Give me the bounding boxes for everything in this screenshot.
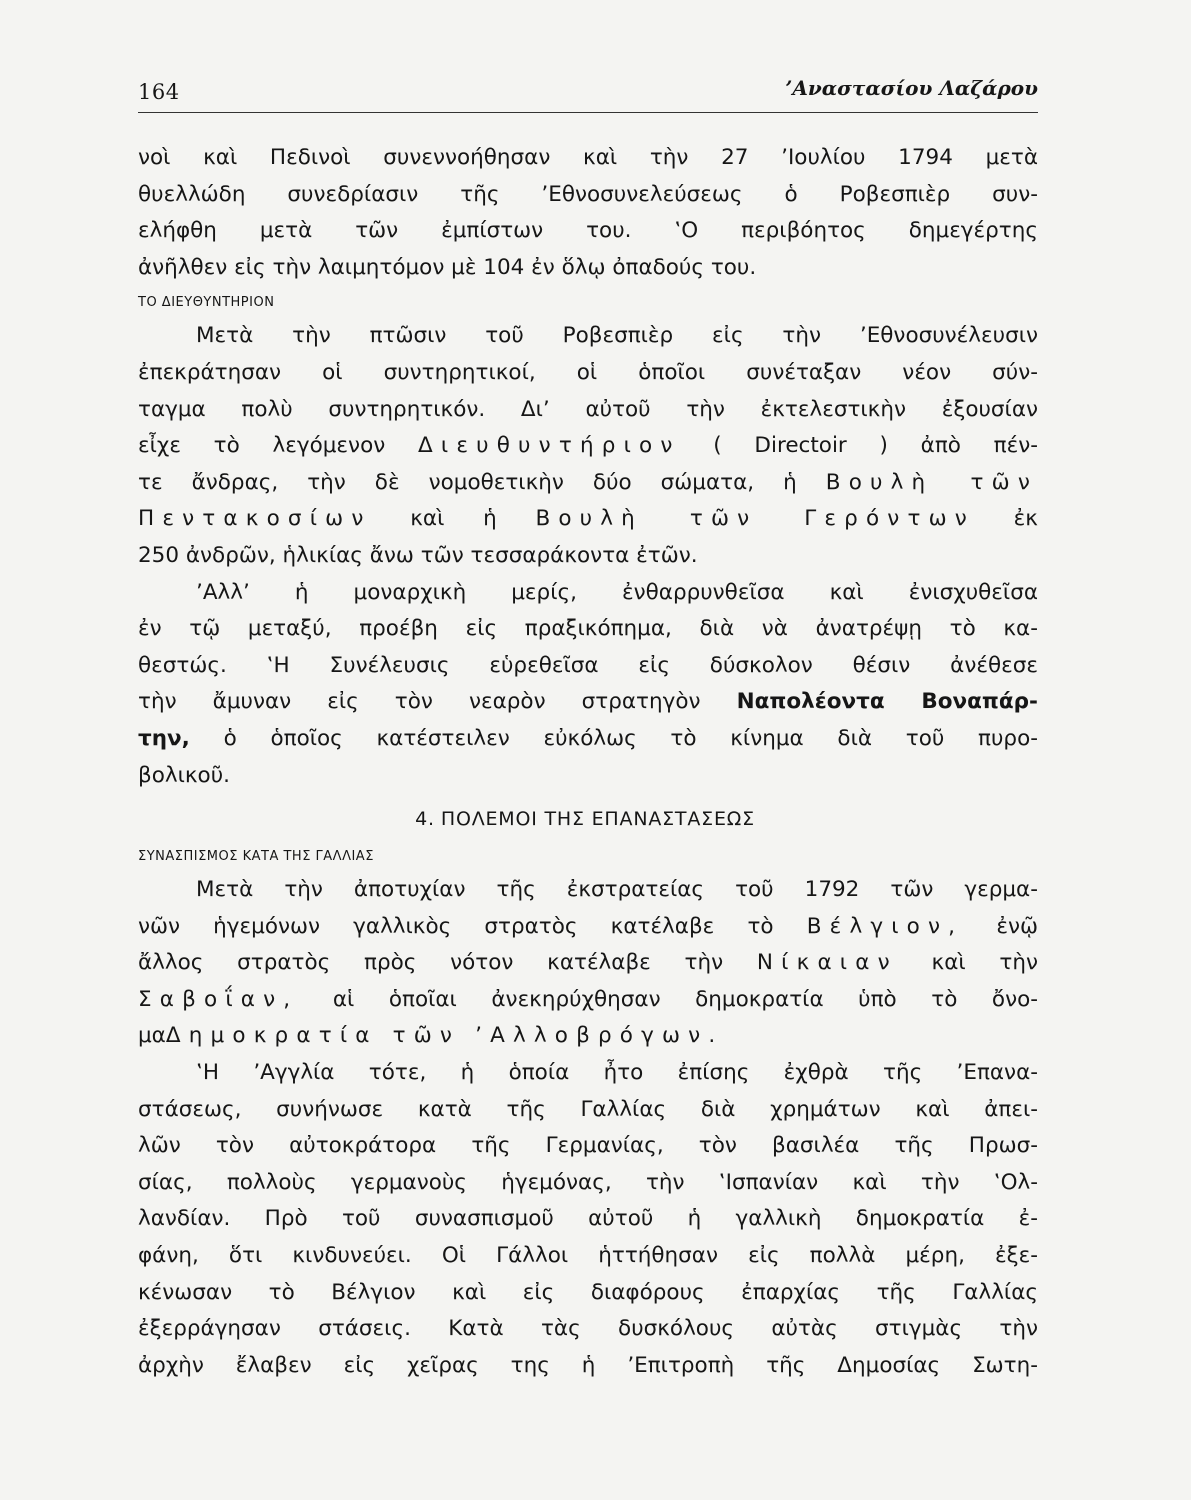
text-line <box>138 909 1038 946</box>
text-line: βολικοῦ. <box>138 762 230 788</box>
text-line: λῶν τὸν αὐτοκράτορα τῆς Γερμανίας, τὸν βασιλέα τῆς Πρωσ- <box>138 1133 1038 1159</box>
text-line: ‛Η ’Αγγλία τότε, ἡ ὁποία ἦτο ἐπίσης ἐχθρὰ τῆς ’Επανα- <box>196 1060 1038 1086</box>
emphasis-term: Βουλὴ τῶν <box>825 469 1038 495</box>
page-number: 164 <box>138 80 180 104</box>
text-line <box>138 428 1038 465</box>
section-number: 4. <box>415 808 435 831</box>
emphasis-term: Δημοκρατία τῶν ’Αλλοβρόγων. <box>165 1023 724 1049</box>
text-run: τε ἄνδρας, τὴν δὲ νομοθετικὴν δύο σώματα, ἡ <box>138 469 797 495</box>
text-line: ’Αλλ’ ἡ μοναρχικὴ μερίς, ἐνθαρρυνθεῖσα καὶ ἐνισχυθεῖσα <box>196 579 1038 605</box>
running-head-author: ’Αναστασίου Λαζάρου <box>785 76 1038 100</box>
text-line <box>138 501 1038 538</box>
text-line: κένωσαν τὸ Βέλγιον καὶ εἰς διαφόρους ἐπαρχίας τῆς Γαλλίας <box>138 1279 1038 1305</box>
sidehead-directory: ΤΟ ΔΙΕΥΘΥΝΤΗΡΙΟΝ <box>138 295 275 311</box>
text-run: ἐκ <box>1013 506 1038 532</box>
text-line: ταγμα πολὺ συντηρητικόν. Δι’ αὐτοῦ τὴν ἐκτελεστικὴν ἐξουσίαν <box>138 396 1038 422</box>
section-title-text: ΠΟΛΕΜΟΙ ΤΗΣ ΕΠΑΝΑΣΤΑΣΕΩΣ <box>440 808 755 831</box>
text-run: ἄλλος στρατὸς πρὸς νότον κατέλαβε τὴν <box>138 950 724 976</box>
text-line: ἐξερράγησαν στάσεις. Κατὰ τὰς δυσκόλους αὐτὰς στιγμὰς τὴν <box>138 1316 1038 1342</box>
text-run: μα <box>138 1023 166 1049</box>
text-run: ἐνῷ <box>996 913 1038 939</box>
text-run: ὁ ὁποῖος κατέστειλεν εὐκόλως τὸ κίνημα διὰ τοῦ πυρο- <box>223 725 1038 751</box>
text-line: θυελλώδη συνεδρίασιν τῆς ’Εθνοσυνελεύσεως ὁ Ροβεσπιὲρ συν- <box>138 181 1038 207</box>
bold-name: Ναπολέοντα Βοναπάρ- <box>736 689 1038 715</box>
text-line: φάνη, ὅτι κινδυνεύει. Οἱ Γάλλοι ἡττήθησαν εἰς πολλὰ μέρη, ἐξε- <box>138 1243 1038 1269</box>
text-line: στάσεως, συνήνωσε κατὰ τῆς Γαλλίας διὰ χρημάτων καὶ ἀπει- <box>138 1096 1038 1122</box>
text-line: ἐν τῷ μεταξύ, προέβη εἰς πραξικόπημα, διὰ νὰ ἀνατρέψῃ τὸ κα- <box>138 616 1038 642</box>
text-line: σίας, πολλοὺς γερμανοὺς ἡγεμόνας, τὴν ‛Ισπανίαν καὶ τὴν ‛Ολ- <box>138 1169 1038 1195</box>
emphasis-term: Διευθυντήριον <box>418 433 681 459</box>
emphasis-term: Νίκαιαν <box>756 950 898 976</box>
text-line: ελήφθη μετὰ τῶν ἐμπίστων του. ‛Ο περιβόητος δημεγέρτης <box>138 218 1038 244</box>
emphasis-term: Σαβοΐαν, <box>138 986 299 1012</box>
text-run: νῶν ἡγεμόνων γαλλικὸς στρατὸς κατέλαβε τὸ <box>138 913 774 939</box>
text-run: εἶχε τὸ λεγόμενον <box>138 433 386 459</box>
text-line <box>138 721 1038 758</box>
text-line: λανδίαν. Πρὸ τοῦ συνασπισμοῦ αὐτοῦ ἡ γαλλικὴ δημοκρατία ἐ- <box>138 1206 1038 1232</box>
header-rule <box>138 112 1038 113</box>
bold-name: την, <box>138 725 190 751</box>
text-line: ἀνῆλθεν εἰς τὴν λαιμητόμον μὲ 104 ἐν ὅλῳ ὀπαδούς του. <box>138 254 757 280</box>
text-line <box>138 684 1038 721</box>
body-text <box>138 140 1038 1384</box>
text-run: τὴν ἄμυναν εἰς τὸν νεαρὸν στρατηγὸν <box>138 689 701 715</box>
text-line: ἀρχὴν ἔλαβεν εἰς χεῖρας της ἡ ’Επιτροπὴ τῆς Δημοσίας Σωτη- <box>138 1352 1038 1378</box>
text-line: νοὶ καὶ Πεδινοὶ συνεννοήθησαν καὶ τὴν 27 ’Ιουλίου 1794 μετὰ <box>138 145 1038 170</box>
text-run: καὶ τὴν <box>931 950 1038 976</box>
text-line: Μετὰ τὴν πτῶσιν τοῦ Ροβεσπιὲρ εἰς τὴν ’Εθνοσυνέλευσιν <box>196 323 1038 349</box>
text-line: Μετὰ τὴν ἀποτυχίαν τῆς ἐκστρατείας τοῦ 1792 τῶν γερμα- <box>196 877 1038 903</box>
text-line: 250 ἀνδρῶν, ἡλικίας ἄνω τῶν τεσσαράκοντα ἐτῶν. <box>138 542 698 568</box>
emphasis-term: Βουλὴ τῶν Γερόντων <box>535 506 975 532</box>
emphasis-term: Βέλγιον, <box>806 913 964 939</box>
text-run: καὶ ἡ <box>410 506 497 532</box>
emphasis-term: Πεντακοσίων <box>138 506 372 532</box>
text-line <box>138 1018 1038 1055</box>
text-line: θεστώς. ‛Η Συνέλευσις εὑρεθεῖσα εἰς δύσκολον θέσιν ἀνέθεσε <box>138 652 1038 678</box>
text-run: ( Directoir ) ἀπὸ πέν- <box>713 433 1038 459</box>
text-line <box>138 982 1038 1019</box>
text-line <box>138 945 1038 982</box>
section-title <box>138 794 1038 840</box>
sidehead-coalition: ΣΥΝΑΣΠΙΣΜΟΣ ΚΑΤΑ ΤΗΣ ΓΑΛΛΙΑΣ <box>138 849 374 865</box>
text-line: ἐπεκράτησαν οἱ συντηρητικοί, οἱ ὁποῖοι συνέταξαν νέον σύν- <box>138 359 1038 385</box>
text-line <box>138 465 1038 502</box>
page-header <box>138 70 1038 110</box>
text-run: αἱ ὁποῖαι ἀνεκηρύχθησαν δημοκρατία ὑπὸ τὸ ὄνο- <box>332 986 1038 1012</box>
